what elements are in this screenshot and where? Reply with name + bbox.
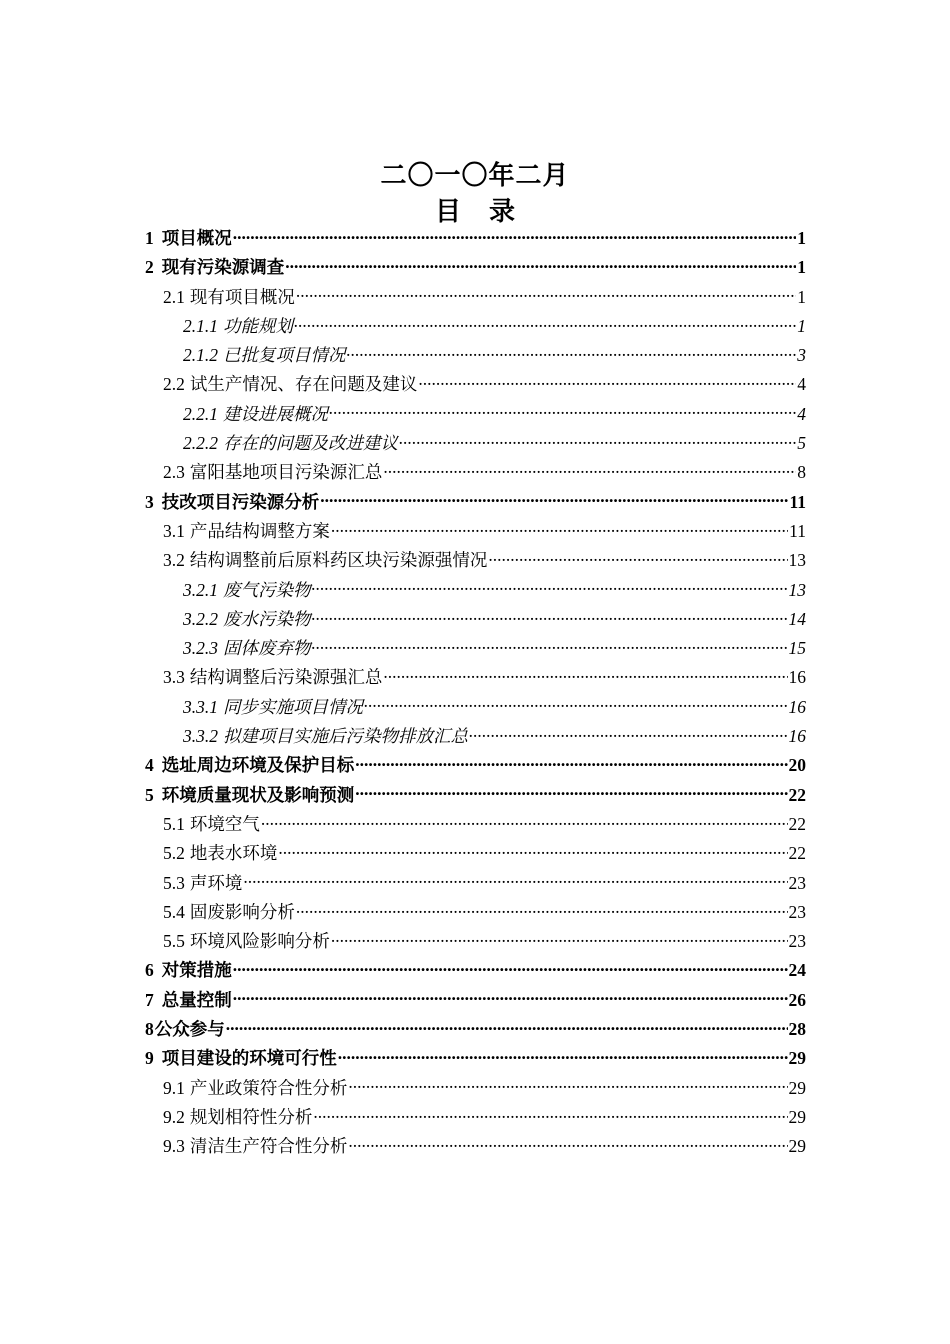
dot-leader	[243, 871, 787, 889]
dot-leader	[329, 402, 796, 420]
dot-leader	[338, 1047, 788, 1065]
toc-title: 目录	[434, 197, 543, 226]
toc-entry[interactable]	[145, 546, 806, 575]
toc-entry-title: 废水污染物	[223, 608, 311, 629]
toc-entry-title: 固废影响分析	[189, 901, 295, 922]
toc-entry-title: 结构调整前后原料药区块污染源强情况	[189, 550, 488, 571]
toc-entry-number: 3.2.3	[183, 638, 218, 659]
toc-entry-number: 5.4	[163, 901, 185, 922]
toc-entry-title: 环境风险影响分析	[189, 931, 330, 952]
toc-entry-page-number: 29	[788, 1077, 806, 1098]
dot-leader	[383, 461, 796, 479]
toc-entry-page-number: 16	[788, 667, 806, 688]
toc-entry[interactable]	[145, 576, 806, 605]
toc-entry-number: 3	[145, 491, 154, 512]
toc-entry-title: 产品结构调整方案	[189, 520, 330, 541]
toc-entry-number: 2	[145, 257, 154, 278]
toc-entry-number: 3.3.2	[183, 726, 218, 747]
toc-entry[interactable]	[145, 458, 806, 487]
dot-leader	[233, 227, 797, 245]
toc-entry-page-number: 23	[788, 872, 806, 893]
toc-entry-number: 9.3	[163, 1136, 185, 1157]
toc-entry[interactable]	[145, 400, 806, 429]
toc-entry-title: 已批复项目情况	[223, 345, 346, 366]
dot-leader	[312, 607, 788, 625]
toc-entry-number: 2.1	[163, 286, 185, 307]
toc-entry-number: 5.5	[163, 931, 185, 952]
dot-leader	[418, 373, 796, 391]
toc-entry-page-number: 22	[788, 813, 806, 834]
toc-entry-title: 现有项目概况	[189, 286, 295, 307]
toc-entry-title: 声环境	[189, 872, 243, 893]
toc-entry-number: 2.2	[163, 374, 185, 395]
dot-leader	[226, 1018, 788, 1036]
dot-leader	[383, 666, 787, 684]
dot-leader	[233, 988, 788, 1006]
toc-entry[interactable]	[145, 869, 806, 898]
toc-entry[interactable]	[145, 722, 806, 751]
dot-leader	[320, 490, 788, 508]
toc-entry-number: 5	[145, 784, 154, 805]
toc-entry-title: 产业政策符合性分析	[189, 1077, 348, 1098]
toc-entry-page-number: 15	[788, 638, 806, 659]
dot-leader	[469, 725, 788, 743]
table-of-contents	[145, 224, 806, 1162]
toc-entry-number: 3.3	[163, 667, 185, 688]
toc-entry-title: 拟建项目实施后污染物排放汇总	[223, 726, 468, 747]
toc-entry-title: 存在的问题及改进建议	[223, 433, 398, 454]
toc-entry[interactable]	[145, 751, 806, 780]
toc-entry[interactable]	[145, 370, 806, 399]
toc-entry-number: 2.2.1	[183, 403, 218, 424]
toc-entry-page-number: 29	[788, 1136, 806, 1157]
toc-entry-number: 3.1	[163, 520, 185, 541]
toc-entry-title: 公众参与	[154, 1019, 225, 1040]
toc-entry-number: 2.1.2	[183, 345, 218, 366]
toc-entry-number: 3.2	[163, 550, 185, 571]
toc-entry-title: 规划相符性分析	[189, 1106, 313, 1127]
toc-entry[interactable]	[145, 253, 806, 282]
toc-entry[interactable]	[145, 1074, 806, 1103]
toc-entry-title: 现有污染源调查	[161, 257, 285, 278]
toc-entry-page-number: 28	[788, 1019, 806, 1040]
dot-leader	[355, 754, 787, 772]
toc-entry-page-number: 1	[797, 257, 806, 278]
toc-entry-page-number: 5	[797, 433, 806, 454]
toc-entry-title: 清洁生产符合性分析	[189, 1136, 348, 1157]
toc-entry-title: 富阳基地项目污染源汇总	[189, 462, 383, 483]
dot-leader	[294, 314, 796, 332]
toc-entry-page-number: 23	[788, 901, 806, 922]
dot-leader	[285, 256, 796, 274]
toc-entry-page-number: 13	[788, 550, 806, 571]
toc-entry[interactable]	[145, 1103, 806, 1132]
toc-entry[interactable]	[145, 663, 806, 692]
toc-entry-page-number: 13	[788, 579, 806, 600]
toc-entry-title: 同步实施项目情况	[223, 696, 363, 717]
toc-entry-title: 功能规划	[223, 315, 293, 336]
toc-entry-page-number: 1	[797, 228, 806, 248]
dot-leader	[312, 637, 788, 655]
toc-entry-page-number: 24	[788, 960, 806, 981]
toc-entry-number: 2.1.1	[183, 315, 218, 336]
toc-entry-number: 2.3	[163, 462, 185, 483]
toc-entry-title: 技改项目污染源分析	[161, 491, 320, 512]
toc-entry-number: 5.1	[163, 813, 185, 834]
toc-entry-page-number: 3	[797, 345, 806, 366]
dot-leader	[296, 285, 796, 303]
toc-entry-page-number: 1	[797, 286, 806, 307]
toc-entry[interactable]	[145, 986, 806, 1015]
dot-leader	[364, 695, 788, 713]
toc-entry[interactable]	[145, 312, 806, 341]
toc-entry[interactable]	[145, 283, 806, 312]
toc-entry[interactable]	[145, 1132, 806, 1161]
toc-entry[interactable]	[145, 634, 806, 663]
toc-entry-title: 项目建设的环境可行性	[161, 1048, 337, 1069]
toc-entry-number: 4	[145, 755, 154, 776]
toc-entry-page-number: 16	[788, 696, 806, 717]
toc-entry[interactable]	[145, 341, 806, 370]
dot-leader	[312, 578, 788, 596]
dot-leader	[331, 519, 788, 537]
toc-entry[interactable]	[145, 839, 806, 868]
dot-leader	[355, 783, 787, 801]
toc-entry[interactable]	[145, 693, 806, 722]
toc-entry-number: 3.2.1	[183, 579, 218, 600]
dot-leader	[399, 432, 796, 450]
toc-entry-number: 1	[145, 228, 154, 248]
dot-leader	[278, 842, 787, 860]
toc-entry-page-number: 4	[797, 374, 806, 395]
dot-leader	[348, 1076, 787, 1094]
toc-entry[interactable]	[145, 1015, 806, 1044]
dot-leader	[233, 959, 788, 977]
toc-entry-number: 9.1	[163, 1077, 185, 1098]
toc-entry-page-number: 22	[788, 843, 806, 864]
toc-entry-page-number: 4	[797, 403, 806, 424]
toc-entry[interactable]	[145, 224, 806, 253]
toc-entry[interactable]	[145, 898, 806, 927]
toc-entry-title: 废气污染物	[223, 579, 311, 600]
toc-entry-title: 总量控制	[161, 989, 232, 1010]
toc-entry-page-number: 29	[788, 1106, 806, 1127]
toc-entry[interactable]	[145, 517, 806, 546]
toc-entry[interactable]	[145, 927, 806, 956]
toc-entry-title: 环境空气	[189, 813, 260, 834]
dot-leader	[261, 812, 788, 830]
toc-entry-number: 6	[145, 960, 154, 981]
toc-entry[interactable]	[145, 605, 806, 634]
toc-entry-title: 结构调整后污染源强汇总	[189, 667, 383, 688]
toc-entry-page-number: 1	[797, 315, 806, 336]
toc-entry-number: 9.2	[163, 1106, 185, 1127]
toc-entry[interactable]	[145, 488, 806, 517]
toc-entry-title: 选址周边环境及保护目标	[161, 755, 355, 776]
dot-leader	[313, 1105, 787, 1123]
toc-entry-page-number: 11	[789, 491, 806, 512]
dot-leader	[348, 1135, 787, 1153]
toc-entry-number: 8	[145, 1019, 154, 1040]
document-date: 二〇一〇年二月	[380, 161, 570, 190]
toc-entry-page-number: 26	[788, 989, 806, 1010]
toc-entry[interactable]	[145, 781, 806, 810]
dot-leader	[488, 549, 787, 567]
toc-entry-number: 2.2.2	[183, 433, 218, 454]
toc-entry-title: 地表水环境	[189, 843, 278, 864]
toc-entry-title: 环境质量现状及影响预测	[161, 784, 355, 805]
toc-entry-number: 9	[145, 1048, 154, 1069]
toc-entry-title: 建设进展概况	[223, 403, 328, 424]
toc-entry-page-number: 22	[788, 784, 806, 805]
dot-leader	[331, 930, 788, 948]
toc-entry-page-number: 8	[797, 462, 806, 483]
toc-entry-page-number: 23	[788, 931, 806, 952]
toc-entry-title: 固体废弃物	[223, 638, 311, 659]
toc-entry-page-number: 14	[788, 608, 806, 629]
toc-entry-page-number: 20	[788, 755, 806, 776]
toc-entry-title: 对策措施	[161, 960, 232, 981]
toc-entry-number: 5.3	[163, 872, 185, 893]
toc-entry-page-number: 16	[788, 726, 806, 747]
toc-entry-number: 5.2	[163, 843, 185, 864]
toc-entry-page-number: 11	[789, 520, 806, 541]
toc-entry-number: 3.3.1	[183, 696, 218, 717]
toc-entry[interactable]	[145, 429, 806, 458]
toc-entry-title: 项目概况	[161, 228, 232, 248]
toc-entry[interactable]	[145, 810, 806, 839]
toc-entry-number: 3.2.2	[183, 608, 218, 629]
toc-entry-title: 试生产情况、存在问题及建议	[189, 374, 418, 395]
dot-leader	[347, 344, 797, 362]
toc-entry[interactable]	[145, 1044, 806, 1073]
toc-entry-number: 7	[145, 989, 154, 1010]
dot-leader	[296, 900, 788, 918]
toc-entry-page-number: 29	[788, 1048, 806, 1069]
toc-entry[interactable]	[145, 956, 806, 985]
